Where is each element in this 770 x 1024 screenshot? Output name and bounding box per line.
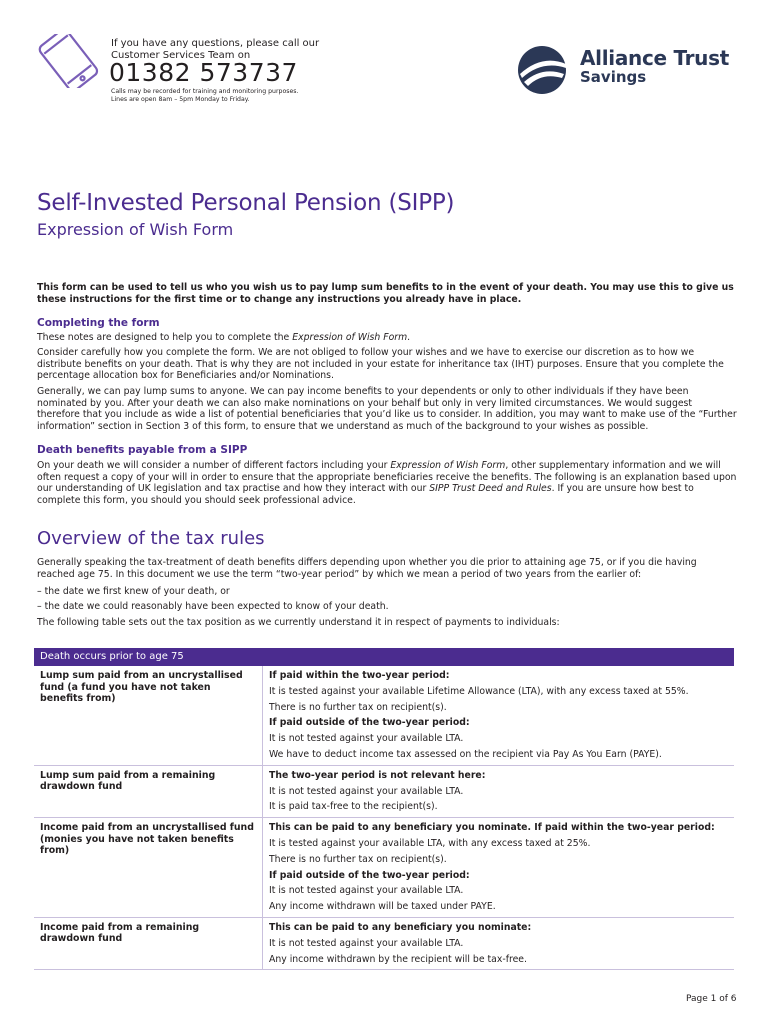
row-detail-heading: The two-year period is not relevant here: bbox=[269, 769, 486, 781]
row-detail-line: It is not tested against your available LTA. bbox=[269, 885, 464, 897]
table-row bbox=[34, 918, 734, 970]
row-label: Lump sum paid from an uncrystallised fund (a fund you have not taken benefits from) bbox=[40, 670, 243, 704]
row-detail-heading: This can be paid to any beneficiary you nominate. If paid within the two-year period: bbox=[269, 822, 715, 834]
overview-bullet-2: – the date we could reasonably have been expected to know of your death. bbox=[37, 601, 389, 612]
row-detail-line: We have to deduct income tax assessed on the recipient via Pay As You Earn (PAYE). bbox=[269, 748, 662, 760]
overview-paragraph-1: Generally speaking the tax-treatment of death benefits differs depending upon whether you die prior to attaining age 75, or if you die having reached age 75. In this document we use the term “two-year period” by which we mean a period of two years from the earlier of: bbox=[37, 557, 697, 580]
death-benefits-text-b: , other supplementary information and we will often request a copy of your will in order to ensure that the appropriate beneficiaries receive the benefits. The following is an explanation based upon our understanding of UK legislation and tax practise and how they interact with our bbox=[37, 460, 737, 495]
row-label: Income paid from an uncrystallised fund (monies you have not taken benefits from) bbox=[40, 822, 254, 857]
death-benefits-text-a: On your death we will consider a number of different factors including your bbox=[37, 460, 391, 471]
completing-paragraph-1 bbox=[37, 332, 737, 344]
phone-number[interactable]: 01382 573737 bbox=[109, 58, 298, 87]
table-header: Death occurs prior to age 75 bbox=[34, 648, 734, 666]
row-detail-line: Any income withdrawn will be taxed under PAYE. bbox=[269, 901, 496, 913]
row-detail-heading: If paid outside of the two-year period: bbox=[269, 869, 470, 881]
logo-wordmark-line1: Alliance Trust bbox=[580, 46, 729, 70]
table-row bbox=[34, 766, 734, 818]
phone-icon bbox=[34, 34, 104, 88]
death-benefits-paragraph bbox=[37, 460, 737, 506]
row-detail-line: It is tested against your available LTA, with any excess taxed at 25%. bbox=[269, 837, 591, 849]
completing-paragraph-2: Consider carefully how you complete the form. We are not obliged to follow your wishes and we have to exercise our discretion as to how we distribute benefits on your death. That is why they are not included in your estate for inheritance tax (IHT) purposes. Ensure that you complete the percentage allocation box for Beneficiaries and/or Nominations. bbox=[37, 347, 724, 382]
row-label: Income paid from a remaining drawdown fund bbox=[40, 921, 200, 945]
table-row bbox=[34, 818, 734, 918]
row-detail-heading: If paid outside of the two-year period: bbox=[269, 717, 470, 729]
row-detail-line: It is tested against your available Lifetime Allowance (LTA), with any excess taxed at 55%. bbox=[269, 685, 689, 697]
row-details bbox=[262, 666, 734, 765]
death-benefits-emphasis-2: SIPP Trust Deed and Rules bbox=[429, 483, 552, 495]
row-label: Lump sum paid from a remaining drawdown fund bbox=[40, 769, 216, 793]
row-detail-heading: If paid within the two-year period: bbox=[269, 670, 450, 681]
row-details bbox=[262, 918, 734, 969]
overview-bullet-1: – the date we first knew of your death, or bbox=[37, 586, 230, 597]
row-detail-line: It is not tested against your available LTA. bbox=[269, 733, 464, 745]
row-detail-heading: This can be paid to any beneficiary you nominate: bbox=[269, 921, 532, 933]
row-details bbox=[262, 766, 734, 817]
contact-note-line2: Lines are open 8am – 5pm Monday to Friday. bbox=[111, 96, 250, 103]
row-detail-line: There is no further tax on recipient(s). bbox=[269, 701, 447, 713]
death-benefits-heading: Death benefits payable from a SIPP bbox=[37, 444, 248, 456]
completing-p1-emphasis: Expression of Wish Form bbox=[292, 332, 408, 343]
page-number: Page 1 of 6 bbox=[686, 994, 737, 1004]
row-detail-line: Any income withdrawn by the recipient will be tax-free. bbox=[269, 953, 527, 965]
logo-wordmark-line2: Savings bbox=[580, 68, 647, 86]
contact-note bbox=[111, 88, 371, 104]
death-benefits-emphasis-1: Expression of Wish Form bbox=[390, 460, 506, 471]
intro-paragraph: This form can be used to tell us who you wish us to pay lump sum benefits to in the event of your death. You may use this to give us these instructions for the first time or to change any instructions you already have in place. bbox=[37, 282, 734, 305]
contact-note-line1: Calls may be recorded for training and monitoring purposes. bbox=[111, 88, 299, 95]
overview-paragraph-2: The following table sets out the tax position as we currently understand it in respect of payments to individuals: bbox=[37, 617, 560, 628]
completing-paragraph-3: Generally, we can pay lump sums to anyone. We can pay income benefits to your dependents or only to other individuals if they have been nominated by you. After your death we can also make nominations on your behalf but only in very limited circumstances. We would suggest therefore that you include as wide a list of potential beneficiaries that you’d like us to consider. In addition, you may want to make use of the “Further information” section in Section 3 of this form, to ensure that we understand as much of the background to your wishes as possible. bbox=[37, 386, 737, 432]
death-benefits-text-c: . If you are unsure how best to complete this form, you should you should seek professional advice. bbox=[37, 483, 694, 506]
completing-p1-text: These notes are designed to help you to complete the bbox=[37, 332, 293, 343]
table-body bbox=[34, 666, 734, 970]
overview-heading: Overview of the tax rules bbox=[37, 528, 265, 549]
page-subtitle: Expression of Wish Form bbox=[37, 220, 234, 239]
contact-intro: If you have any questions, please call our Customer Services Team on bbox=[111, 38, 320, 61]
row-detail-line: It is paid tax-free to the recipient(s). bbox=[269, 801, 438, 813]
row-detail-line: There is no further tax on recipient(s). bbox=[269, 853, 447, 865]
completing-heading: Completing the form bbox=[37, 317, 160, 329]
row-detail-line: It is not tested against your available LTA. bbox=[269, 937, 464, 949]
row-detail-line: It is not tested against your available LTA. bbox=[269, 785, 464, 797]
row-details bbox=[262, 818, 734, 917]
tax-table bbox=[34, 648, 734, 970]
alliance-trust-logo-icon bbox=[512, 44, 572, 96]
table-row bbox=[34, 666, 734, 766]
page-title: Self-Invested Personal Pension (SIPP) bbox=[37, 190, 455, 216]
completing-p1-end: . bbox=[407, 332, 411, 343]
